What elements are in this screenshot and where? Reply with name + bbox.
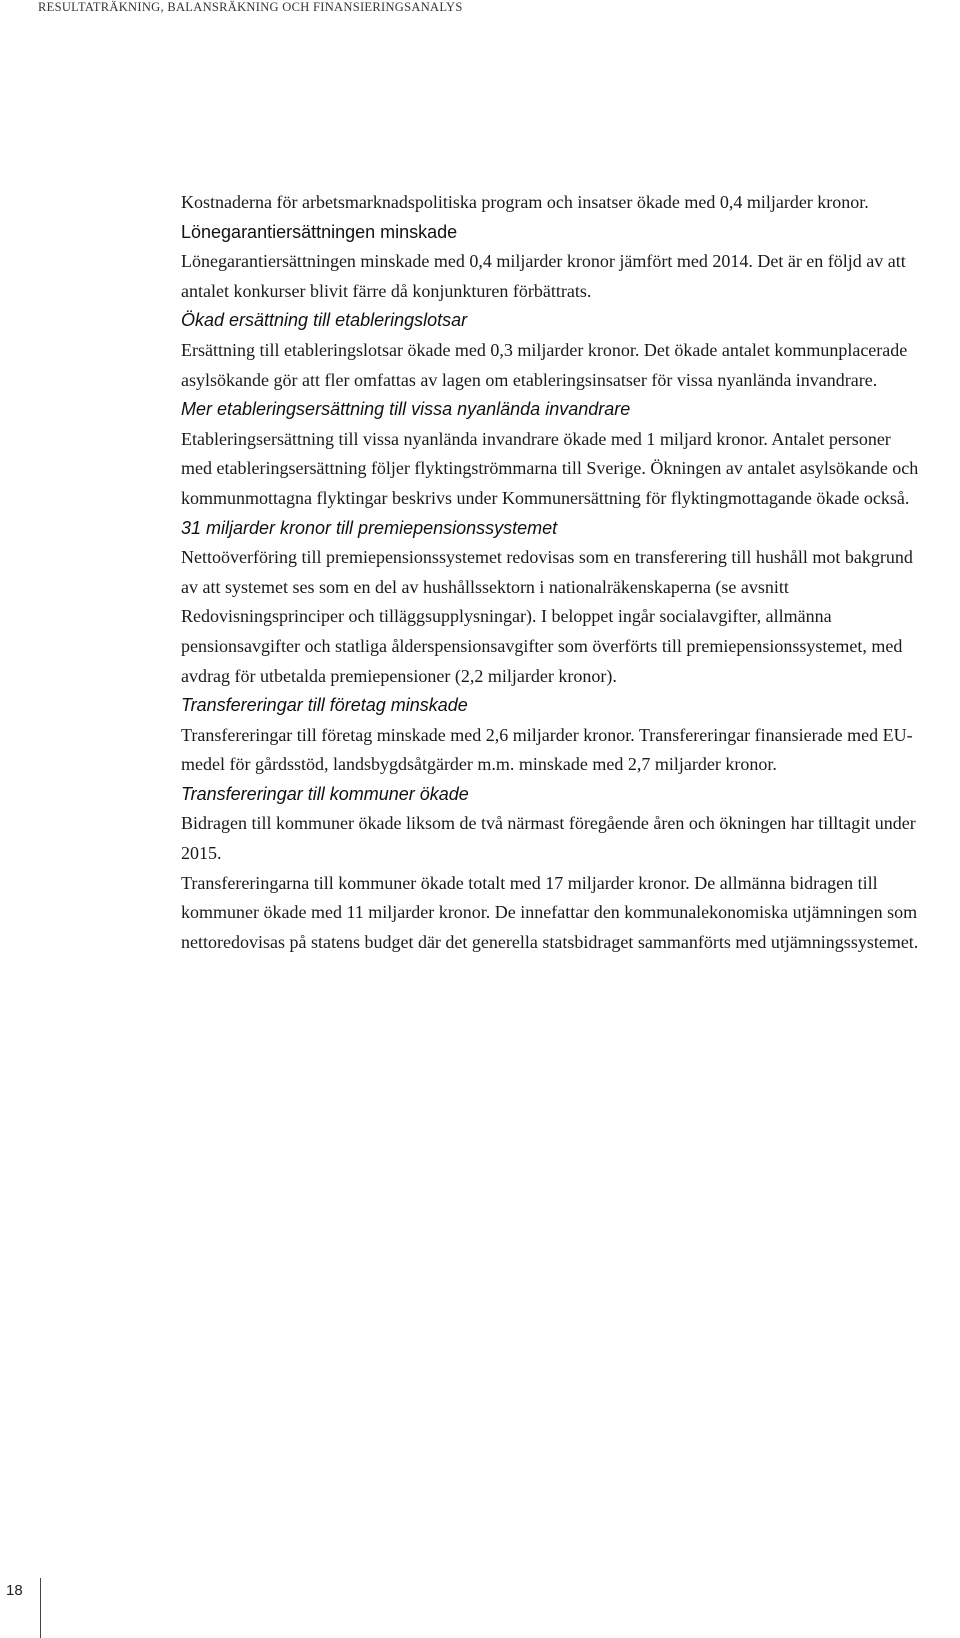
paragraph-transfereringarna-kommuner: Transfereringarna till kommuner ökade totalt med 17 miljarder kronor. De allmänna bidragen till kommuner ökade med 11 miljarder kronor. De innefattar den kommunalekonomiska utjämningen som nettoredovisas på statens budget där det generella statsbidraget sammanförts med utjämningssystemet. xyxy=(181,872,919,952)
paragraph-bidragen-kommuner: Bidragen till kommuner ökade liksom de två närmast föregående åren och ökningen har tilltagit under 2015. xyxy=(181,813,916,864)
running-header: RESULTATRÄKNING, BALANSRÄKNING OCH FINANSIERINGSANALYS xyxy=(38,0,463,14)
heading-transfereringar-foretag: Transfereringar till företag minskade xyxy=(181,695,468,716)
paragraph-transfereringar-foretag: Transfereringar till företag minskade med 2,6 miljarder kronor. Transfereringar finansierade med EU-medel för gårdsstöd, landsbygdsåtgärder m.m. minskade med 2,7 miljarder kronor. xyxy=(181,724,913,775)
heading-lonegaranti: Lönegarantiersättningen minskade xyxy=(181,221,458,242)
page-number xyxy=(0,1578,41,1638)
heading-etableringslotsar: Ökad ersättning till etableringslotsar xyxy=(181,310,468,331)
heading-etableringsersattning: Mer etableringsersättning till vissa nyanlända invandrare xyxy=(181,399,631,420)
heading-transfereringar-kommuner: Transfereringar till kommuner ökade xyxy=(181,783,469,804)
page-number-text: 18 xyxy=(6,1582,23,1599)
paragraph-lonegaranti: Lönegarantiersättningen minskade med 0,4 miljarder kronor jämfört med 2014. Det är en följd av att antalet konkurser blivit färre då konjunkturen förbättrats. xyxy=(181,251,906,301)
paragraph-etableringslotsar: Ersättning till etableringslotsar ökade med 0,3 miljarder kronor. Det ökade antalet kommunplacerade asylsökande gör att fler omfattas av lagen om etableringsinsatser för vissa nyanlända invandrare. xyxy=(181,339,908,390)
paragraph-program-costs: Kostnaderna för arbetsmarknadspolitiska program och insatser ökade med 0,4 miljarder kronor. xyxy=(181,192,869,212)
heading-premiepension: 31 miljarder kronor till premiepensionssystemet xyxy=(181,517,558,538)
paragraph-etableringsersattning: Etableringsersättning till vissa nyanlända invandrare ökade med 1 miljard kronor. Antalet personer med etableringsersättning följer flyktingströmmarna till Sverige. Ökningen av antalet asylsökande och kommunmottagna flyktingar beskrivs under Kommunersättning för flyktingmottagande ökade också. xyxy=(181,428,919,508)
paragraph-premiepension: Nettoöverföring till premiepensionssystemet redovisas som en transferering till hushåll mot bakgrund av att systemet ses som en del av hushållssektorn i nationalräkenskaperna (se avsnitt Redovisningsprinciper och tilläggsupplysningar). I beloppet ingår socialavgifter, allmänna pensionsavgifter och statliga ålderspensionsavgifter som överförts till premiepensionssystemet, med avdrag för utbetalda premiepensioner (2,2 miljarder kronor). xyxy=(181,547,913,686)
document-body xyxy=(181,188,926,957)
